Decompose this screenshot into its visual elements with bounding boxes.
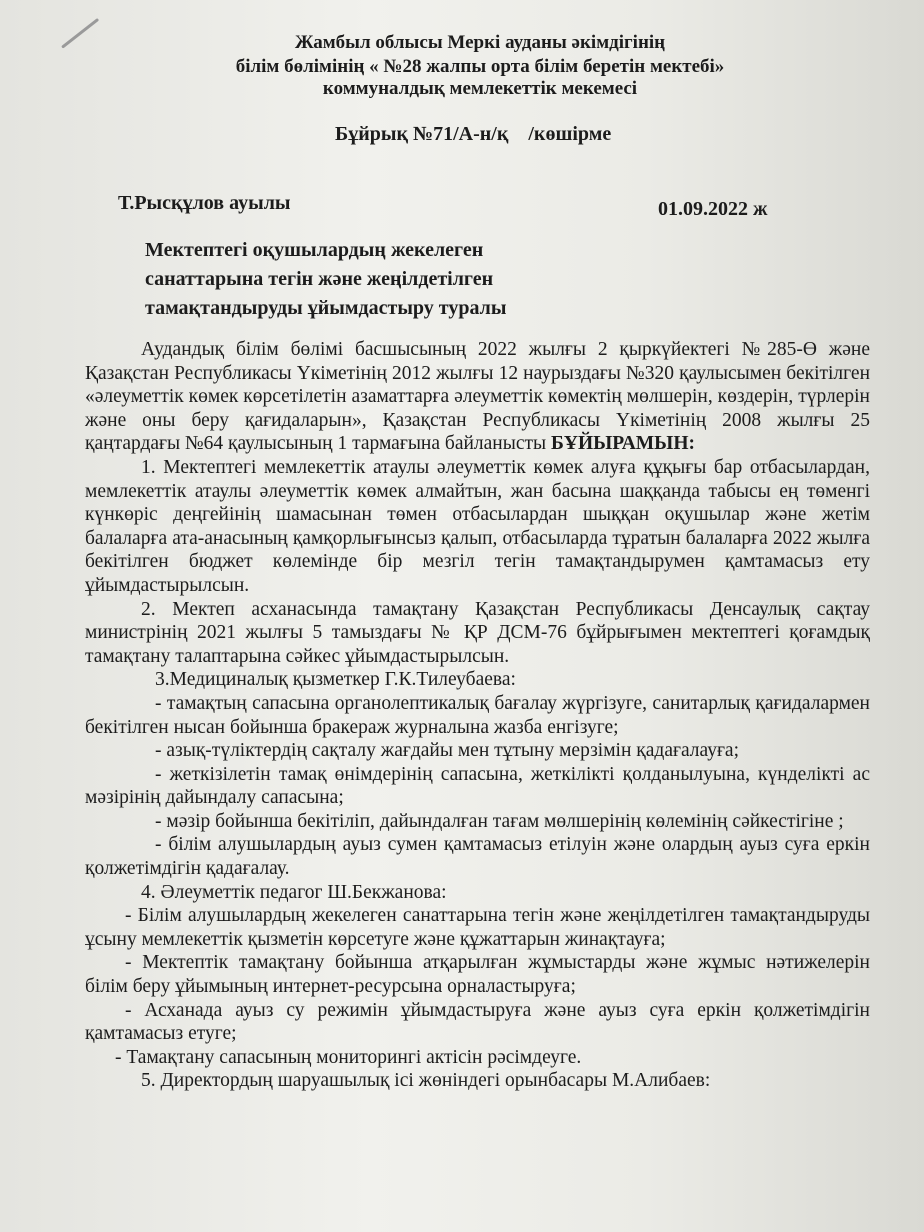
item-3e: - білім алушылардың ауыз сумен қамтамасыз етілуін және олардың ауыз суға еркін қолжетімдігін қадағалау. bbox=[85, 834, 870, 880]
header-line-3: коммуналдық мемлекеттік мекемесі bbox=[322, 78, 638, 99]
order-number: Бұйрық №71/А-н/қ /көшірме bbox=[335, 123, 612, 145]
item-1: 1. Мектептегі мемлекеттік атаулы әлеуметтік көмек алуға құқығы бар отбасылардан, мемлекеттік атаулы әлеуметтік көмек алмайтын, жан басына шаққанда табысы ең төменгі күнкөріс деңгейінің шамасынан төмен отбасылардан шыққан оқушылар және жетім балаларға ата-анасының қамқорлығынсыз қалып, отбасыларда тұратын балаларға 2022 жылға бекітілген бюджет көлемінде бір мезгіл тегін тамақтандырумен қамтамасыз ету ұйымдастырылсын. bbox=[85, 456, 870, 596]
item-4a: - Білім алушылардың жекелеген санаттарына тегін және жеңілдетілген тамақтандыруды ұсыну мемлекеттік қызметін көрсетуге және құжаттарын жинақтауға; bbox=[85, 905, 870, 950]
item-3: 3.Медициналық қызметкер Г.К.Тилеубаева: bbox=[155, 669, 516, 691]
header-line-1: Жамбыл облысы Меркі ауданы әкімдігінің bbox=[294, 32, 666, 53]
intro-emphasis: БҰЙЫРАМЫН: bbox=[550, 433, 695, 455]
pen-mark bbox=[61, 18, 99, 49]
item-4d: - Тамақтану сапасының мониторингі актісін рәсімдеуге. bbox=[115, 1046, 582, 1068]
item-4: 4. Әлеуметтік педагог Ш.Бекжанова: bbox=[141, 881, 447, 903]
item-3a: - тамақтың сапасына органолептикалық бағалау жүргізуге, санитарлық қағидалармен бекітілген нысан бойынша бракераж журналына жазба енгізуге; bbox=[85, 692, 870, 738]
order-subject bbox=[145, 236, 665, 323]
item-2: 2. Мектеп асханасында тамақтану Қазақстан Республикасы Денсаулық сақтау министрінің 2021 жылғы 5 тамыздағы № ҚР ДСМ-76 бұйрығымен мектептегі қоғамдық тамақтану талаптарына сәйкес ұйымдастырылсын. bbox=[85, 598, 870, 667]
order-body bbox=[85, 338, 870, 1093]
subject-line-2: санаттарына тегін және жеңілдетілген bbox=[145, 268, 494, 290]
item-3b: - азық-түліктердің сақталу жағдайы мен тұтыну мерзімін қадағалауға; bbox=[155, 740, 740, 762]
subject-line-3: тамақтандыруды ұйымдастыру туралы bbox=[145, 297, 507, 319]
intro-text: Аудандық білім бөлімі басшысының 2022 жылғы 2 қыркүйектегі №285-Ө және Қазақстан Республикасы Үкіметінің 2012 жылғы 12 наурыздағы №320 қаулысымен бекітілген «әлеуметтік көмек көрсетілетін азаматтарға әлеуметтік көмектің мөлшерін, көздерін, түрлерін және оны беру қағидаларын», Қазақстан Республикасы Үкіметінің 2008 жылғы 25 қаңтардағы №64 қаулысының 1 тармағына байланысты bbox=[85, 339, 870, 455]
order-date: 01.09.2022 ж bbox=[658, 198, 768, 220]
place-name: Т.Рысқұлов ауылы bbox=[118, 192, 291, 214]
item-3c: - жеткізілетін тамақ өнімдерінің сапасына, жеткілікті қолданылуына, күнделікті ас мәзірінің дайындалу сапасына; bbox=[85, 763, 870, 809]
item-4c: - Асханада ауыз су режимін ұйымдастыруға және ауыз суға еркін қолжетімдігін қамтамасыз етуге; bbox=[85, 999, 870, 1045]
item-5: 5. Директордың шаруашылық ісі жөніндегі орынбасары М.Алибаев: bbox=[141, 1070, 711, 1092]
item-3d: - мәзір бойынша бекітіліп, дайындалған тағам мөлшерінің көлемінің сәйкестігіне ; bbox=[155, 810, 844, 832]
intro-paragraph bbox=[85, 338, 870, 456]
item-4b: - Мектептік тамақтану бойынша атқарылған жұмыстарды және жұмыс нәтижелерін білім беру ұйымының интернет-ресурсына орналастыруға; bbox=[85, 952, 870, 998]
subject-line-1: Мектептегі оқушылардың жекелеген bbox=[145, 239, 484, 261]
header-line-2: білім бөлімінің « №28 жалпы орта білім беретін мектебі» bbox=[235, 56, 725, 77]
